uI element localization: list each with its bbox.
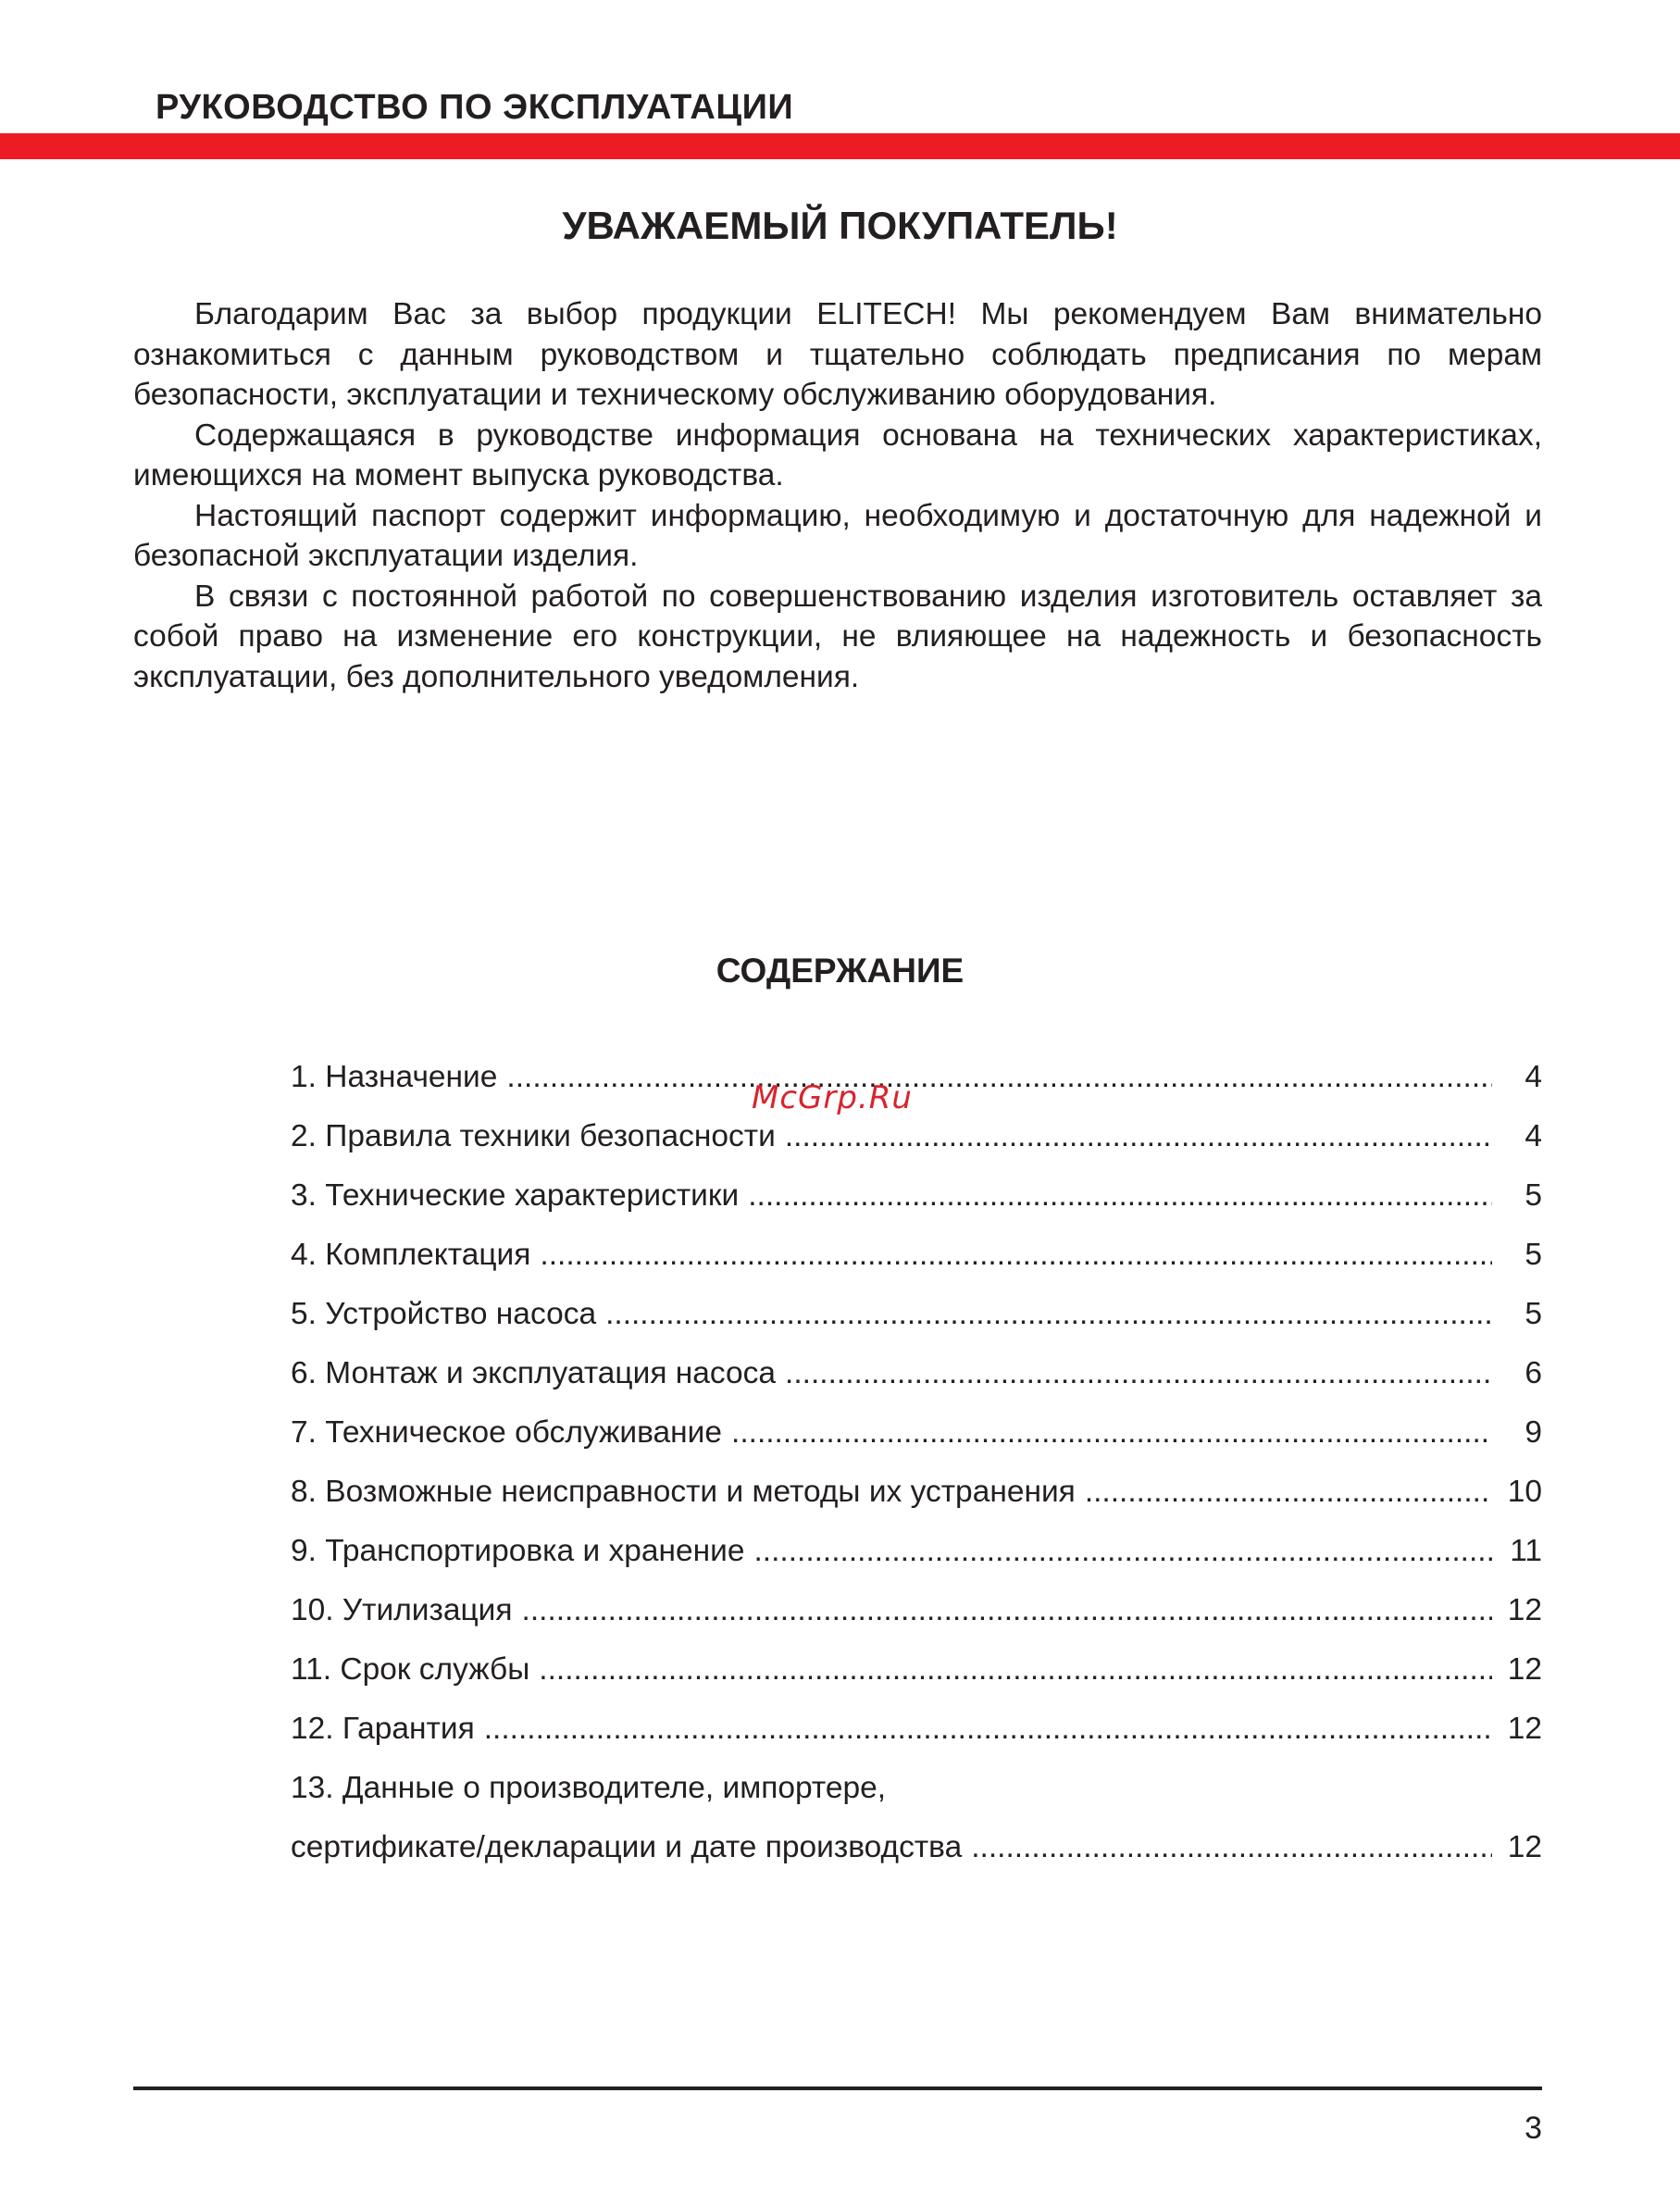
site-watermark: McGrp.Ru bbox=[752, 1079, 913, 1116]
toc-leader-dots bbox=[522, 1588, 1492, 1633]
toc-item-page: 12 bbox=[1507, 1830, 1542, 1864]
toc-leader-dots bbox=[1085, 1470, 1492, 1514]
toc-item-title: 12. Гарантия bbox=[291, 1712, 475, 1746]
toc-leader-dots bbox=[971, 1825, 1492, 1870]
toc-item[interactable] bbox=[291, 1174, 1542, 1233]
toc-item-title-first-line[interactable]: 13. Данные о производителе, импортере, bbox=[291, 1771, 887, 1805]
toc-item-page: 12 bbox=[1507, 1712, 1542, 1746]
toc-item-page: 5 bbox=[1524, 1297, 1542, 1331]
intro-paragraph: Настоящий паспорт содержит информацию, необходимую и достаточную для надежной и безопасной эксплуатации изделия. bbox=[133, 498, 1542, 573]
toc-leader-dots bbox=[540, 1233, 1492, 1277]
toc-leader-dots bbox=[731, 1411, 1492, 1455]
toc-heading: СОДЕРЖАНИЕ bbox=[716, 952, 964, 990]
toc-item-title: 8. Возможные неисправности и методы их устранения bbox=[291, 1475, 1076, 1509]
toc-item-title: 4. Комплектация bbox=[291, 1238, 531, 1272]
document-header-title: РУКОВОДСТВО ПО ЭКСПЛУАТАЦИИ bbox=[156, 88, 794, 127]
toc-item-page: 12 bbox=[1507, 1593, 1542, 1627]
toc-item[interactable] bbox=[291, 1233, 1542, 1292]
toc-item-title: 2. Правила техники безопасности bbox=[291, 1119, 776, 1153]
greeting-heading: УВАЖАЕМЫЙ ПОКУПАТЕЛЬ! bbox=[562, 204, 1118, 247]
toc-item[interactable] bbox=[291, 1588, 1542, 1648]
toc-item[interactable] bbox=[291, 1352, 1542, 1411]
toc-item[interactable] bbox=[291, 1648, 1542, 1707]
intro-paragraph: В связи с постоянной работой по совершенствованию изделия изготовитель оставляет за собой право на изменение его конструкции, не влияющее на надежность и безопасность эксплуатации, без дополнительного уведомления. bbox=[133, 579, 1542, 694]
toc-item[interactable] bbox=[291, 1825, 1542, 1885]
toc-item-page: 5 bbox=[1524, 1178, 1542, 1213]
toc-leader-dots bbox=[785, 1115, 1492, 1159]
toc-leader-dots bbox=[484, 1707, 1492, 1751]
header-red-band bbox=[0, 133, 1680, 159]
toc-item-page: 6 bbox=[1524, 1356, 1542, 1390]
footer-rule bbox=[133, 2087, 1542, 2090]
toc-leader-dots bbox=[748, 1174, 1492, 1218]
intro-text bbox=[133, 294, 1542, 697]
intro-paragraph: Содержащаяся в руководстве информация основана на технических характеристиках, имеющихся на момент выпуска руководства. bbox=[133, 417, 1542, 492]
intro-paragraph: Благодарим Вас за выбор продукции ELITECH! Мы рекомендуем Вам внимательно ознакомиться с данным руководством и тщательно соблюдать предписания по мерам безопасности, эксплуатации и техническому обслуживанию оборудования. bbox=[133, 297, 1542, 412]
toc-item-title: сертификате/декларации и дате производства bbox=[291, 1830, 963, 1864]
toc-item-title: 5. Устройство насоса bbox=[291, 1297, 597, 1331]
toc-item-page: 9 bbox=[1524, 1415, 1542, 1450]
toc-item-title: 3. Технические характеристики bbox=[291, 1178, 740, 1213]
toc-leader-dots bbox=[539, 1648, 1492, 1692]
toc-item[interactable] bbox=[291, 1055, 1542, 1115]
toc-leader-dots bbox=[605, 1292, 1492, 1337]
toc-item-page: 12 bbox=[1507, 1652, 1542, 1687]
toc-item-page: 5 bbox=[1524, 1238, 1542, 1272]
toc-item[interactable] bbox=[291, 1529, 1542, 1588]
toc-leader-dots bbox=[753, 1529, 1492, 1574]
toc-leader-dots bbox=[506, 1055, 1492, 1100]
toc-item-title: 11. Срок службы bbox=[291, 1652, 530, 1687]
toc-item-page: 10 bbox=[1507, 1475, 1542, 1509]
toc-item[interactable] bbox=[291, 1411, 1542, 1470]
toc-item-page: 11 bbox=[1510, 1534, 1542, 1568]
toc-item-title: 9. Транспортировка и хранение bbox=[291, 1534, 745, 1568]
toc-item[interactable] bbox=[291, 1292, 1542, 1352]
toc-item-page: 4 bbox=[1524, 1119, 1542, 1153]
toc-item-title: 1. Назначение bbox=[291, 1060, 498, 1094]
toc-leader-dots bbox=[785, 1352, 1492, 1396]
table-of-contents bbox=[291, 1055, 1542, 1885]
toc-item[interactable] bbox=[291, 1115, 1542, 1174]
toc-item-page: 4 bbox=[1524, 1060, 1542, 1094]
toc-item-title: 6. Монтаж и эксплуатация насоса bbox=[291, 1356, 777, 1390]
toc-item[interactable] bbox=[291, 1470, 1542, 1529]
toc-item-title: 7. Техническое обслуживание bbox=[291, 1415, 723, 1450]
page-number: 3 bbox=[1524, 2111, 1542, 2146]
toc-item-title: 10. Утилизация bbox=[291, 1593, 513, 1627]
toc-item[interactable] bbox=[291, 1707, 1542, 1766]
